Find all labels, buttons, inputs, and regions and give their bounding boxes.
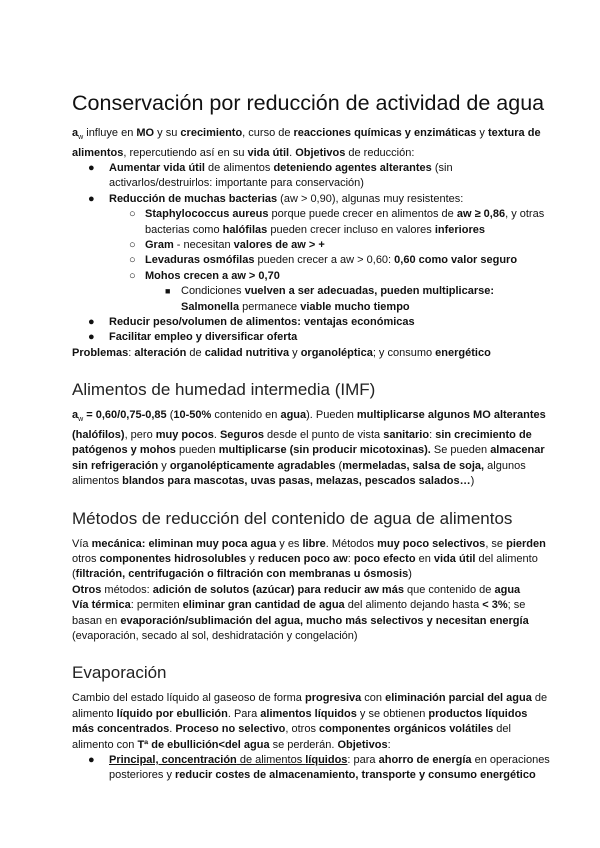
metodos-mecanica-paragraph: Vía mecánica: eliminan muy poca agua y es libre. Métodos muy poco selectivos, se pierden otros componentes hidrosolubles y reducen poco aw: poco efecto en vida útil del alimento (filtración, centrifugación o filtración con membranas u ósmosis) xyxy=(72,537,546,581)
list-item: ● Reducción de muchas bacterias (aw > 0,90), algunas muy resistentes: xyxy=(72,192,552,207)
circle-bullet-icon: ○ xyxy=(129,254,136,267)
imf-paragraph: $a_w = 0,60/0,75-0,85$ (10-50% contenido en agua). Pueden multiplicarse algunos MO alterantes (halófilos), pero muy pocos. Seguros desde el punto de vista sanitario: sin crecimiento de patógenos y mohos pueden multiplicarse (sin producir micotoxinas). Se pueden almacenar sin refrigeración y organolépticamente agradables (mermeladas, salsa de soja, algunos alimentos blandos para mascotas, uvas pasas, melazas, pescados salados…) xyxy=(72,409,546,488)
list-item: ○ Levaduras osmófilas pueden crecer a aw > 0,60: 0,60 como valor seguro xyxy=(72,253,552,268)
section-heading-evaporacion: Evaporación xyxy=(72,663,167,683)
list-item: ● Aumentar vida útil de alimentos deteniendo agentes alterantes (sin activarlos/destruirlos: importante para conservación) xyxy=(88,162,453,190)
list-item: ○ Mohos crecen a aw > 0,70 xyxy=(72,269,552,284)
list-item: ● Reducir peso/volumen de alimentos: ventajas económicas xyxy=(72,315,552,330)
square-bullet-icon: ■ xyxy=(165,286,171,297)
section-heading-metodos: Métodos de reducción del contenido de agua de alimentos xyxy=(72,508,513,528)
circle-bullet-icon: ○ xyxy=(129,239,136,252)
bullet-icon: ● xyxy=(88,162,95,174)
list-item: ● Principal, concentración de alimentos líquidos: para ahorro de energía en operaciones posteriores y reducir costes de almacenamiento, transporte y consumo energético xyxy=(88,753,550,782)
list-item: ■ Condiciones vuelven a ser adecuadas, pueden multiplicarse: Salmonella permanece viable mucho tiempo xyxy=(165,285,495,313)
evaporacion-list xyxy=(72,753,552,784)
objectives-list xyxy=(72,161,552,346)
circle-bullet-icon: ○ xyxy=(129,208,136,221)
list-item: ○ Staphylococcus aureus porque puede crecer en alimentos de aw ≥ 0,86, y otras bacterias como halófilas pueden crecer incluso en valores inferiores xyxy=(129,208,545,236)
circle-bullet-icon: ○ xyxy=(129,269,136,282)
metodos-termica-paragraph: Vía térmica: permiten eliminar gran cantidad de agua del alimento dejando hasta < 3%; se basan en evaporación/sublimación del agua, mucho más selectivos y necesitan energía (evaporación, secado al sol, deshidratación y congelación) xyxy=(72,599,529,642)
bullet-icon: ● xyxy=(88,331,95,344)
bullet-icon: ● xyxy=(88,192,95,205)
bullet-icon: ● xyxy=(88,316,95,329)
section-heading-imf: Alimentos de humedad intermedia (IMF) xyxy=(72,380,376,400)
problems-paragraph: Problemas: alteración de calidad nutritiva y organoléptica; y consumo energético xyxy=(72,346,491,359)
intro-paragraph: $a_w$ influye en MO y su crecimiento, curso de reacciones químicas y enzimáticas y textura de alimentos, repercutiendo así en su vida útil. Objetivos de reducción: xyxy=(72,127,541,159)
evaporacion-paragraph: Cambio del estado líquido al gaseoso de forma progresiva con eliminación parcial del agua de alimento líquido por ebullición. Para alimentos líquidos y se obtienen productos líquidos más concentrados. Proceso no selectivo, otros componentes orgánicos volátiles del alimento con Tª de ebullición<del agua se perderán. Objetivos: xyxy=(72,692,548,751)
bullet-icon: ● xyxy=(88,753,95,766)
list-item: ● Facilitar empleo y diversificar oferta xyxy=(72,330,552,345)
metodos-otros-paragraph: Otros métodos: adición de solutos (azúcar) para reducir aw más que contenido de agua xyxy=(72,583,521,596)
page-title: Conservación por reducción de actividad de agua xyxy=(72,91,545,115)
list-item: ○ Gram - necesitan valores de aw > + xyxy=(72,238,552,253)
